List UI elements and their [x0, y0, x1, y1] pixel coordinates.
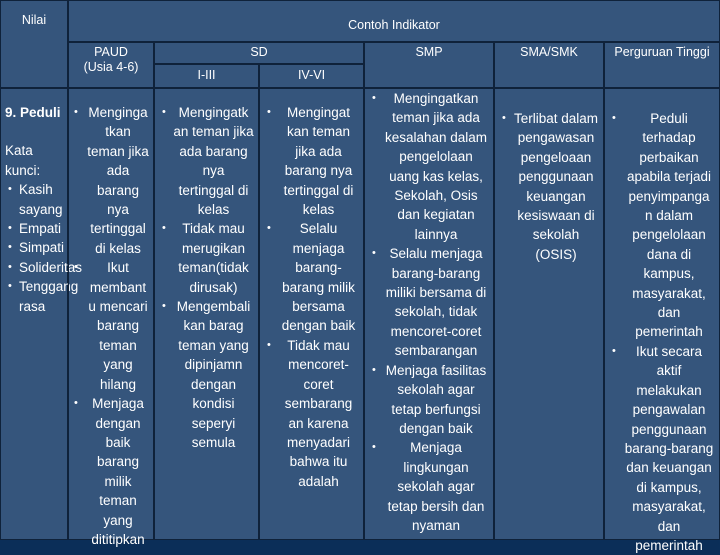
- paud-indicator: • Menjaga dengan baik barang milik teman yang dititipkan: [71, 394, 151, 549]
- cell-sma: [494, 88, 604, 540]
- sd-1-3-indicator-list: [159, 103, 254, 452]
- header-nilai: [0, 0, 68, 88]
- header-smp: [364, 42, 494, 88]
- sd-1-3-indicator: • Mengingatk an teman jika ada barang nya tertinggal di kelas: [159, 103, 254, 219]
- smp-indicator: • Menjaga lingkungan sekolah agar tetap bersih dan nyaman: [369, 438, 489, 535]
- header-sma: [494, 42, 604, 88]
- header-pt-label: Perguruan Tinggi: [614, 45, 710, 59]
- cell-nilai: [0, 88, 83, 540]
- header-sd-4-6-label: IV-VI: [297, 68, 326, 82]
- paud-indicator: • Ikut membant u mencari barang teman yang hilang: [71, 258, 151, 394]
- sd-1-3-indicator: • Mengembali kan barag teman yang dipinjamn dengan kondisi seperyi semula: [159, 297, 254, 452]
- header-contoh-indikator: [68, 0, 720, 42]
- header-paud-label: PAUD: [94, 45, 128, 59]
- sd-4-6-indicator: • Mengingat kan teman jika ada barang nya tertinggal di kelas: [264, 103, 359, 219]
- sd-4-6-indicator: • Tidak mau mencoret-coret sembarang an karena menyadari bahwa itu adalah: [264, 336, 359, 491]
- cell-smp: [364, 88, 494, 540]
- kata-kunci-label: Kata kunci:: [5, 143, 41, 178]
- header-sd-1-3: [154, 64, 259, 88]
- smp-indicator-list: [369, 89, 489, 535]
- cell-sd-1-3: [154, 88, 259, 540]
- header-sma-label: SMA/SMK: [520, 45, 578, 59]
- header-smp-label: SMP: [415, 45, 443, 59]
- nilai-keyword: • Tenggang rasa: [5, 277, 65, 316]
- header-nilai-label: Nilai: [21, 13, 47, 27]
- sma-indicator-list: [499, 109, 599, 264]
- nilai-keyword: • Kasih sayang: [5, 180, 65, 219]
- smp-indicator: • Selalu menjaga barang-barang miliki bersama di sekolah, tidak mencoret-coret sembarangan: [369, 244, 489, 360]
- sma-indicator: • Terlibat dalam pengawasan pengeloaan penggunaan keuangan kesiswaan di sekolah (OSIS): [499, 109, 599, 264]
- cell-pt: [604, 88, 720, 553]
- cell-sd-4-6: [259, 88, 364, 540]
- header-paud-age: (Usia 4-6): [83, 60, 139, 74]
- pt-indicator: • Peduli terhadap perbaikan apabila terjadi penyimpanga n dalam pengelolaan dana di kampus, masyarakat, dan pemerintah: [609, 109, 715, 342]
- header-sd-label: SD: [250, 45, 268, 59]
- nilai-title: 9. Peduli: [5, 105, 61, 120]
- sd-4-6-indicator-list: [264, 103, 359, 491]
- sd-1-3-indicator: • Tidak mau merugikan teman(tidak dirusak): [159, 219, 254, 297]
- header-contoh-indikator-label: Contoh Indikator: [348, 18, 440, 32]
- header-sd-4-6: [259, 64, 364, 88]
- smp-indicator: • Mengingatkan teman jika ada kesalahan dalam pengelolaan uang kas kelas, Sekolah, Osis dan kegiatan lainnya: [369, 89, 489, 244]
- nilai-keyword: • Solideritas: [5, 258, 65, 277]
- nilai-keyword: • Empati: [5, 219, 65, 238]
- pt-indicator-list: [609, 109, 715, 555]
- smp-indicator: • Menjaga fasilitas sekolah agar tetap berfungsi dengan baik: [369, 361, 489, 439]
- pt-indicator: • Ikut secara aktif melakukan pengawalan penggunaan barang-barang dan keuangan di kampus, masyarakat, dan pemerintah: [609, 342, 715, 555]
- sd-4-6-indicator: • Selalu menjaga barang-barang milik bersama dengan baik: [264, 219, 359, 335]
- nilai-keyword: • Simpati: [5, 238, 65, 257]
- header-pt: [604, 42, 720, 88]
- header-paud: [68, 42, 154, 88]
- header-sd-1-3-label: I-III: [197, 68, 216, 82]
- cell-paud: [68, 88, 154, 547]
- nilai-keyword-list: [5, 180, 83, 316]
- header-sd: [154, 42, 364, 64]
- paud-indicator-list: [71, 103, 151, 549]
- paud-indicator: • Menginga tkan teman jika ada barang nya tertinggal di kelas: [71, 103, 151, 258]
